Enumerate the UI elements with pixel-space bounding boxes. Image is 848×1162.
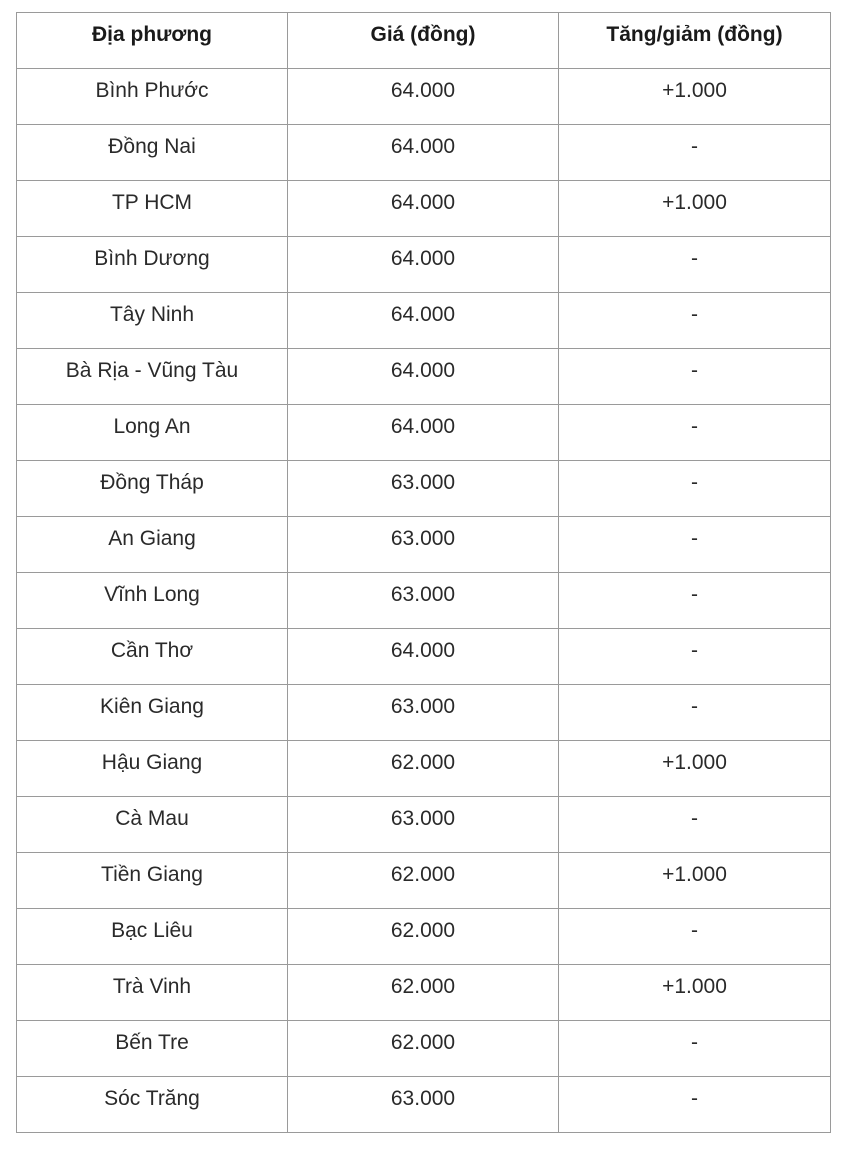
cell-change: +1.000 [559, 69, 831, 125]
table-row [17, 629, 831, 685]
cell-change: - [559, 1077, 831, 1133]
cell-location: Tây Ninh [17, 293, 288, 349]
cell-price: 62.000 [288, 1021, 559, 1077]
cell-location: Sóc Trăng [17, 1077, 288, 1133]
table-row [17, 461, 831, 517]
cell-price: 64.000 [288, 629, 559, 685]
cell-change: - [559, 405, 831, 461]
header-cell-price: Giá (đồng) [288, 13, 559, 69]
table-row [17, 349, 831, 405]
cell-change: +1.000 [559, 965, 831, 1021]
cell-location: An Giang [17, 517, 288, 573]
cell-change: +1.000 [559, 853, 831, 909]
cell-change: - [559, 685, 831, 741]
cell-change: - [559, 293, 831, 349]
cell-price: 64.000 [288, 125, 559, 181]
table-row [17, 69, 831, 125]
cell-location: Vĩnh Long [17, 573, 288, 629]
cell-price: 63.000 [288, 517, 559, 573]
table-row [17, 125, 831, 181]
cell-change: +1.000 [559, 181, 831, 237]
cell-price: 63.000 [288, 573, 559, 629]
cell-price: 63.000 [288, 685, 559, 741]
cell-price: 64.000 [288, 237, 559, 293]
cell-price: 64.000 [288, 405, 559, 461]
table-row [17, 1021, 831, 1077]
table-row [17, 405, 831, 461]
cell-price: 62.000 [288, 853, 559, 909]
table-row [17, 965, 831, 1021]
table-row [17, 797, 831, 853]
cell-change: - [559, 125, 831, 181]
table-row [17, 293, 831, 349]
cell-location: Bình Phước [17, 69, 288, 125]
cell-location: Tiền Giang [17, 853, 288, 909]
table-row [17, 1077, 831, 1133]
cell-location: TP HCM [17, 181, 288, 237]
cell-price: 64.000 [288, 349, 559, 405]
cell-location: Bến Tre [17, 1021, 288, 1077]
cell-price: 64.000 [288, 181, 559, 237]
cell-change: - [559, 349, 831, 405]
cell-price: 63.000 [288, 797, 559, 853]
cell-location: Cần Thơ [17, 629, 288, 685]
cell-price: 63.000 [288, 1077, 559, 1133]
cell-price: 62.000 [288, 965, 559, 1021]
table-row [17, 517, 831, 573]
table-row [17, 685, 831, 741]
cell-change: - [559, 461, 831, 517]
cell-location: Bình Dương [17, 237, 288, 293]
cell-location: Bà Rịa - Vũng Tàu [17, 349, 288, 405]
cell-price: 64.000 [288, 69, 559, 125]
table-row [17, 573, 831, 629]
cell-change: - [559, 573, 831, 629]
table-row [17, 853, 831, 909]
table-row [17, 909, 831, 965]
table-row [17, 741, 831, 797]
cell-location: Hậu Giang [17, 741, 288, 797]
price-table [16, 12, 831, 1133]
cell-price: 63.000 [288, 461, 559, 517]
table-header [17, 13, 831, 69]
cell-change: +1.000 [559, 741, 831, 797]
cell-change: - [559, 1021, 831, 1077]
header-cell-location: Địa phương [17, 13, 288, 69]
cell-change: - [559, 629, 831, 685]
cell-location: Long An [17, 405, 288, 461]
cell-price: 62.000 [288, 741, 559, 797]
price-table-container [16, 12, 830, 1133]
cell-change: - [559, 517, 831, 573]
header-row [17, 13, 831, 69]
cell-location: Đồng Nai [17, 125, 288, 181]
cell-change: - [559, 797, 831, 853]
cell-location: Kiên Giang [17, 685, 288, 741]
cell-location: Bạc Liêu [17, 909, 288, 965]
table-row [17, 181, 831, 237]
cell-price: 62.000 [288, 909, 559, 965]
cell-change: - [559, 237, 831, 293]
cell-change: - [559, 909, 831, 965]
cell-location: Đồng Tháp [17, 461, 288, 517]
table-body [17, 69, 831, 1133]
table-row [17, 237, 831, 293]
cell-location: Cà Mau [17, 797, 288, 853]
header-cell-change: Tăng/giảm (đồng) [559, 13, 831, 69]
cell-location: Trà Vinh [17, 965, 288, 1021]
cell-price: 64.000 [288, 293, 559, 349]
